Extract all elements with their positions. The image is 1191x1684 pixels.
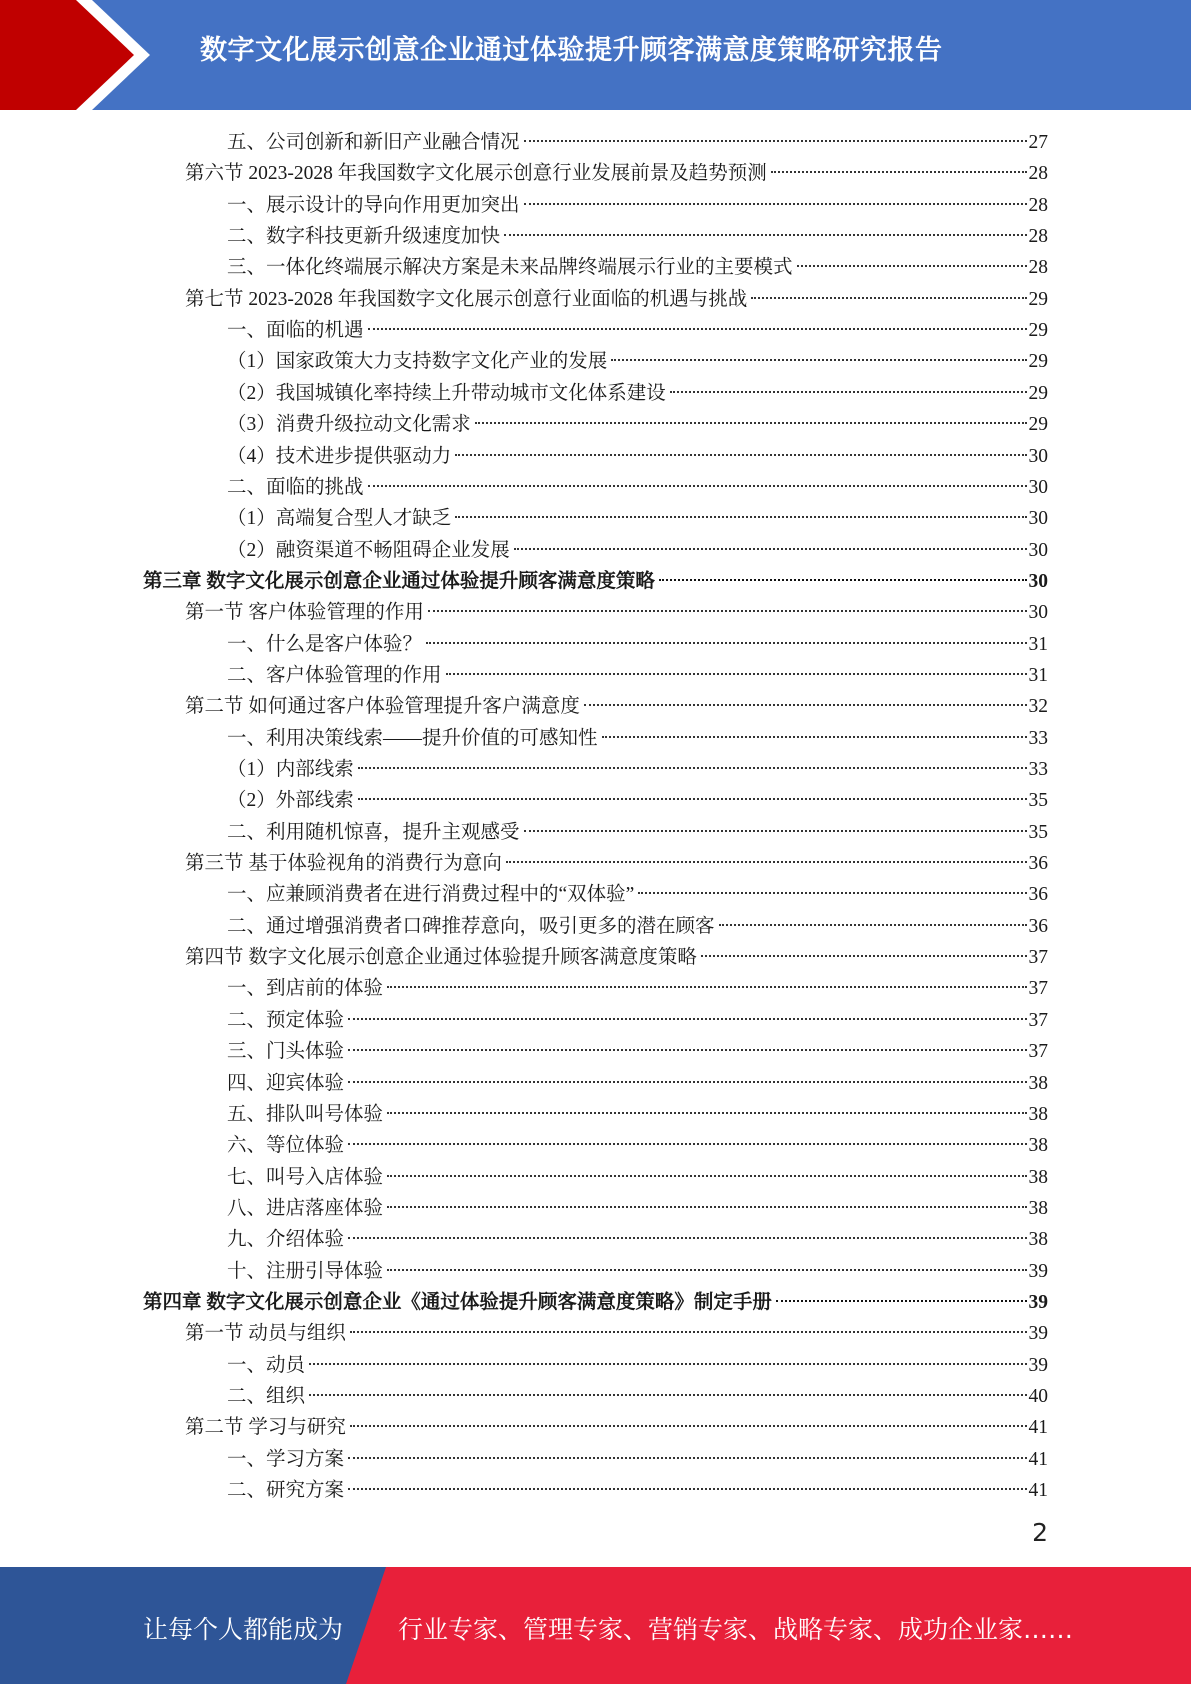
toc-page-number: 37 <box>1028 947 1048 969</box>
toc-entry-title: 二、利用随机惊喜，提升主观感受 <box>227 821 520 843</box>
toc-dot-leader <box>524 830 1027 832</box>
toc-page-number: 38 <box>1028 1166 1048 1188</box>
toc-subsection-entry[interactable] <box>227 785 1048 816</box>
toc-subsection-entry[interactable] <box>227 629 1048 660</box>
toc-subsection-entry[interactable] <box>227 1475 1048 1506</box>
toc-page-number: 35 <box>1028 790 1048 812</box>
toc-page-number: 33 <box>1028 727 1048 749</box>
toc-page-number: 39 <box>1028 1354 1048 1376</box>
toc-entry-title: 五、排队叫号体验 <box>227 1103 384 1125</box>
toc-page-number: 30 <box>1028 445 1048 467</box>
toc-dot-leader <box>428 610 1027 612</box>
toc-entry-title: 第三章 数字文化展示创意企业通过体验提升顾客满意度策略 <box>143 570 655 592</box>
toc-entry-title: 五、公司创新和新旧产业融合情况 <box>227 132 520 153</box>
toc-dot-leader <box>309 1394 1026 1396</box>
toc-entry-title: 二、通过增强消费者口碑推荐意向，吸引更多的潜在顾客 <box>227 915 715 937</box>
toc-dot-leader <box>348 1081 1026 1083</box>
toc-page-number: 37 <box>1028 1009 1048 1031</box>
page-header <box>0 0 1191 110</box>
toc-subsection-entry[interactable] <box>227 252 1048 283</box>
toc-page-number: 29 <box>1028 351 1048 373</box>
toc-page-number: 30 <box>1028 508 1048 530</box>
toc-dot-leader <box>455 454 1026 456</box>
toc-dot-leader <box>387 1206 1026 1208</box>
toc-subsection-entry[interactable] <box>227 1444 1048 1475</box>
report-title: 数字文化展示创意企业通过体验提升顾客满意度策略研究报告 <box>200 35 943 66</box>
toc-page-number: 30 <box>1028 476 1048 498</box>
footer-slogan-right: 行业专家、管理专家、营销专家、战略专家、成功企业家…… <box>398 1615 1074 1644</box>
toc-subsection-entry[interactable] <box>227 127 1048 158</box>
toc-dot-leader <box>309 1363 1026 1365</box>
toc-entry-title: 二、研究方案 <box>227 1480 345 1502</box>
toc-entry-title: 二、面临的挑战 <box>227 476 364 498</box>
toc-dot-leader <box>387 1269 1026 1271</box>
toc-dot-leader <box>475 422 1027 424</box>
toc-dot-leader <box>751 297 1026 299</box>
toc-dot-leader <box>368 328 1027 330</box>
toc-section-entry[interactable] <box>185 691 1048 722</box>
toc-subsection-entry[interactable] <box>227 1381 1048 1412</box>
toc-subsection-entry[interactable] <box>227 1005 1048 1036</box>
toc-page-number: 36 <box>1028 884 1048 906</box>
toc-page-number: 40 <box>1028 1386 1048 1407</box>
toc-page-number: 31 <box>1028 664 1048 686</box>
toc-section-entry[interactable] <box>185 597 1048 628</box>
toc-dot-leader <box>504 234 1026 236</box>
toc-page-number: 33 <box>1028 759 1048 780</box>
toc-page-number: 41 <box>1028 1448 1048 1470</box>
toc-page-number: 28 <box>1028 194 1048 216</box>
toc-entry-title: 第六节 2023-2028 年我国数字文化展示创意行业发展前景及趋势预测 <box>185 163 767 185</box>
toc-entry-title: 二、客户体验管理的作用 <box>227 664 442 686</box>
toc-subsection-entry[interactable] <box>227 409 1048 440</box>
toc-dot-leader <box>348 1237 1026 1239</box>
toc-dot-leader <box>387 1112 1026 1114</box>
toc-page-number: 31 <box>1028 633 1048 655</box>
toc-chapter-entry[interactable] <box>143 566 1048 597</box>
toc-page-number: 29 <box>1028 320 1048 342</box>
toc-page-number: 36 <box>1028 915 1048 937</box>
toc-entry-title: 一、展示设计的导向作用更加突出 <box>227 194 520 216</box>
toc-entry-title: 三、一体化终端展示解决方案是未来品牌终端展示行业的主要模式 <box>227 257 793 279</box>
toc-section-entry[interactable] <box>185 1318 1048 1349</box>
toc-dot-leader <box>348 1457 1026 1459</box>
toc-entry-title: （3）消费升级拉动文化需求 <box>227 414 471 436</box>
toc-subsection-entry[interactable] <box>227 378 1048 409</box>
toc-page-number: 41 <box>1028 1417 1048 1439</box>
toc-entry-title: 二、组织 <box>227 1386 306 1407</box>
toc-entry-title: 一、学习方案 <box>227 1448 345 1470</box>
toc-page-number: 37 <box>1028 978 1048 1000</box>
toc-page-number: 38 <box>1028 1072 1048 1094</box>
toc-page-number: 29 <box>1028 288 1048 310</box>
toc-entry-title: 一、动员 <box>227 1354 306 1376</box>
toc-entry-title: 第四节 数字文化展示创意企业通过体验提升顾客满意度策略 <box>185 947 697 969</box>
toc-page-number: 38 <box>1028 1229 1048 1251</box>
toc-subsection-entry[interactable] <box>227 911 1048 942</box>
toc-entry-title: 二、数字科技更新升级速度加快 <box>227 226 501 248</box>
toc-page-number: 37 <box>1028 1041 1048 1063</box>
toc-entry-title: 四、迎宾体验 <box>227 1072 345 1094</box>
toc-entry-title: 一、应兼顾消费者在进行消费过程中的“双体验” <box>227 884 635 906</box>
toc-dot-leader <box>348 1049 1026 1051</box>
toc-page-number: 28 <box>1028 257 1048 279</box>
toc-page-number: 28 <box>1028 163 1048 185</box>
page-number: 2 <box>1032 1518 1048 1547</box>
toc-page-number: 38 <box>1028 1197 1048 1219</box>
toc-section-entry[interactable] <box>185 284 1048 315</box>
toc-subsection-entry[interactable] <box>227 535 1048 566</box>
toc-entry-title: 第三节 基于体验视角的消费行为意向 <box>185 853 502 875</box>
toc-entry-title: （1）内部线索 <box>227 759 354 780</box>
toc-subsection-entry[interactable] <box>227 1193 1048 1224</box>
toc-entry-title: 八、进店落座体验 <box>227 1197 384 1219</box>
toc-dot-leader <box>350 1331 1027 1333</box>
toc-dot-leader <box>350 1425 1027 1427</box>
toc-dot-leader <box>524 203 1027 205</box>
toc-page-number: 29 <box>1028 414 1048 436</box>
toc-entry-title: 第四章 数字文化展示创意企业《通过体验提升顾客满意度策略》制定手册 <box>143 1291 772 1313</box>
toc-subsection-entry[interactable] <box>227 503 1048 534</box>
toc-section-entry[interactable] <box>185 158 1048 189</box>
toc-page-number: 41 <box>1028 1480 1048 1502</box>
toc-entry-title: 十、注册引导体验 <box>227 1260 384 1282</box>
toc-subsection-entry[interactable] <box>227 1099 1048 1130</box>
toc-dot-leader <box>368 485 1027 487</box>
toc-dot-leader <box>348 1143 1026 1145</box>
toc-dot-leader <box>670 391 1027 393</box>
toc-subsection-entry[interactable] <box>227 817 1048 848</box>
toc-dot-leader <box>348 1018 1026 1020</box>
toc-dot-leader <box>387 1175 1026 1177</box>
footer-slogan-left: 让每个人都能成为 <box>143 1615 344 1644</box>
toc-subsection-entry[interactable] <box>227 1162 1048 1193</box>
toc-section-entry[interactable] <box>185 848 1048 879</box>
toc-dot-leader <box>524 140 1027 142</box>
toc-section-entry[interactable] <box>185 942 1048 973</box>
toc-subsection-entry[interactable] <box>227 441 1048 472</box>
toc-dot-leader <box>771 171 1027 173</box>
header-chevron-decoration <box>0 0 160 110</box>
toc-page-number: 29 <box>1028 382 1048 404</box>
toc-page-number: 39 <box>1028 1260 1048 1282</box>
toc-subsection-entry[interactable] <box>227 190 1048 221</box>
toc-page-number: 39 <box>1028 1291 1048 1313</box>
toc-page-number: 38 <box>1028 1103 1048 1125</box>
page-footer <box>0 1567 1191 1684</box>
toc-subsection-entry[interactable] <box>227 472 1048 503</box>
toc-dot-leader <box>602 736 1027 738</box>
toc-subsection-entry[interactable] <box>227 315 1048 346</box>
toc-entry-title: （2）融资渠道不畅阻碍企业发展 <box>227 539 510 561</box>
toc-dot-leader <box>776 1300 1027 1302</box>
toc-page-number: 35 <box>1028 821 1048 843</box>
toc-dot-leader <box>446 673 1027 675</box>
toc-entry-title: （2）外部线索 <box>227 790 354 812</box>
toc-page-number: 38 <box>1028 1135 1048 1157</box>
toc-page-number: 32 <box>1028 696 1048 718</box>
toc-subsection-entry[interactable] <box>227 1350 1048 1381</box>
toc-subsection-entry[interactable] <box>227 221 1048 252</box>
toc-section-entry[interactable] <box>185 1412 1048 1443</box>
toc-entry-title: 九、介绍体验 <box>227 1229 345 1251</box>
toc-subsection-entry[interactable] <box>227 723 1048 754</box>
toc-subsection-entry[interactable] <box>227 1036 1048 1067</box>
toc-dot-leader <box>506 861 1027 863</box>
toc-dot-leader <box>638 892 1026 894</box>
toc-entry-title: 一、利用决策线索——提升价值的可感知性 <box>227 727 598 749</box>
toc-dot-leader <box>584 704 1027 706</box>
toc-page-number: 30 <box>1028 570 1048 592</box>
toc-page-number: 28 <box>1028 226 1048 248</box>
toc-page-number: 30 <box>1028 602 1048 624</box>
toc-entry-title: 六、等位体验 <box>227 1135 345 1157</box>
toc-entry-title: 第一节 客户体验管理的作用 <box>185 602 424 624</box>
toc-subsection-entry[interactable] <box>227 660 1048 691</box>
toc-dot-leader <box>701 955 1027 957</box>
toc-dot-leader <box>659 579 1027 581</box>
toc-entry-title: 一、面临的机遇 <box>227 320 364 342</box>
toc-entry-title: 第二节 学习与研究 <box>185 1417 346 1439</box>
toc-entry-title: 第二节 如何通过客户体验管理提升客户满意度 <box>185 696 580 718</box>
toc-entry-title: 三、门头体验 <box>227 1041 345 1063</box>
toc-entry-title: 二、预定体验 <box>227 1009 345 1031</box>
toc-dot-leader <box>348 1488 1026 1490</box>
toc-subsection-entry[interactable] <box>227 1068 1048 1099</box>
toc-entry-title: 一、什么是客户体验？ <box>227 633 423 655</box>
toc-page-number: 27 <box>1028 132 1048 153</box>
toc-dot-leader <box>426 642 1026 644</box>
toc-dot-leader <box>719 924 1027 926</box>
toc-entry-title: （1）国家政策大力支持数字文化产业的发展 <box>227 351 608 373</box>
toc-subsection-entry[interactable] <box>227 879 1048 910</box>
toc-subsection-entry[interactable] <box>227 1256 1048 1287</box>
toc-subsection-entry[interactable] <box>227 754 1048 785</box>
toc-page-number: 30 <box>1028 539 1048 561</box>
toc-entry-title: （4）技术进步提供驱动力 <box>227 445 452 467</box>
toc-page-number: 36 <box>1028 853 1048 875</box>
toc-dot-leader <box>358 798 1027 800</box>
toc-entry-title: 第七节 2023-2028 年我国数字文化展示创意行业面临的机遇与挑战 <box>185 288 748 310</box>
toc-chapter-entry[interactable] <box>143 1287 1048 1318</box>
toc-entry-title: 一、到店前的体验 <box>227 978 384 1000</box>
toc-dot-leader <box>358 767 1027 769</box>
toc-entry-title: 七、叫号入店体验 <box>227 1166 384 1188</box>
toc-subsection-entry[interactable] <box>227 1130 1048 1161</box>
toc-dot-leader <box>455 516 1026 518</box>
toc-subsection-entry[interactable] <box>227 346 1048 377</box>
toc-entry-title: （1）高端复合型人才缺乏 <box>227 508 452 530</box>
toc-dot-leader <box>797 265 1027 267</box>
toc-dot-leader <box>611 359 1026 361</box>
toc-subsection-entry[interactable] <box>227 1224 1048 1255</box>
toc-dot-leader <box>387 986 1026 988</box>
toc-page-number: 39 <box>1028 1323 1048 1345</box>
toc-entry-title: （2）我国城镇化率持续上升带动城市文化体系建设 <box>227 382 666 404</box>
toc-entry-title: 第一节 动员与组织 <box>185 1323 346 1345</box>
toc-dot-leader <box>514 548 1027 550</box>
toc-subsection-entry[interactable] <box>227 973 1048 1004</box>
